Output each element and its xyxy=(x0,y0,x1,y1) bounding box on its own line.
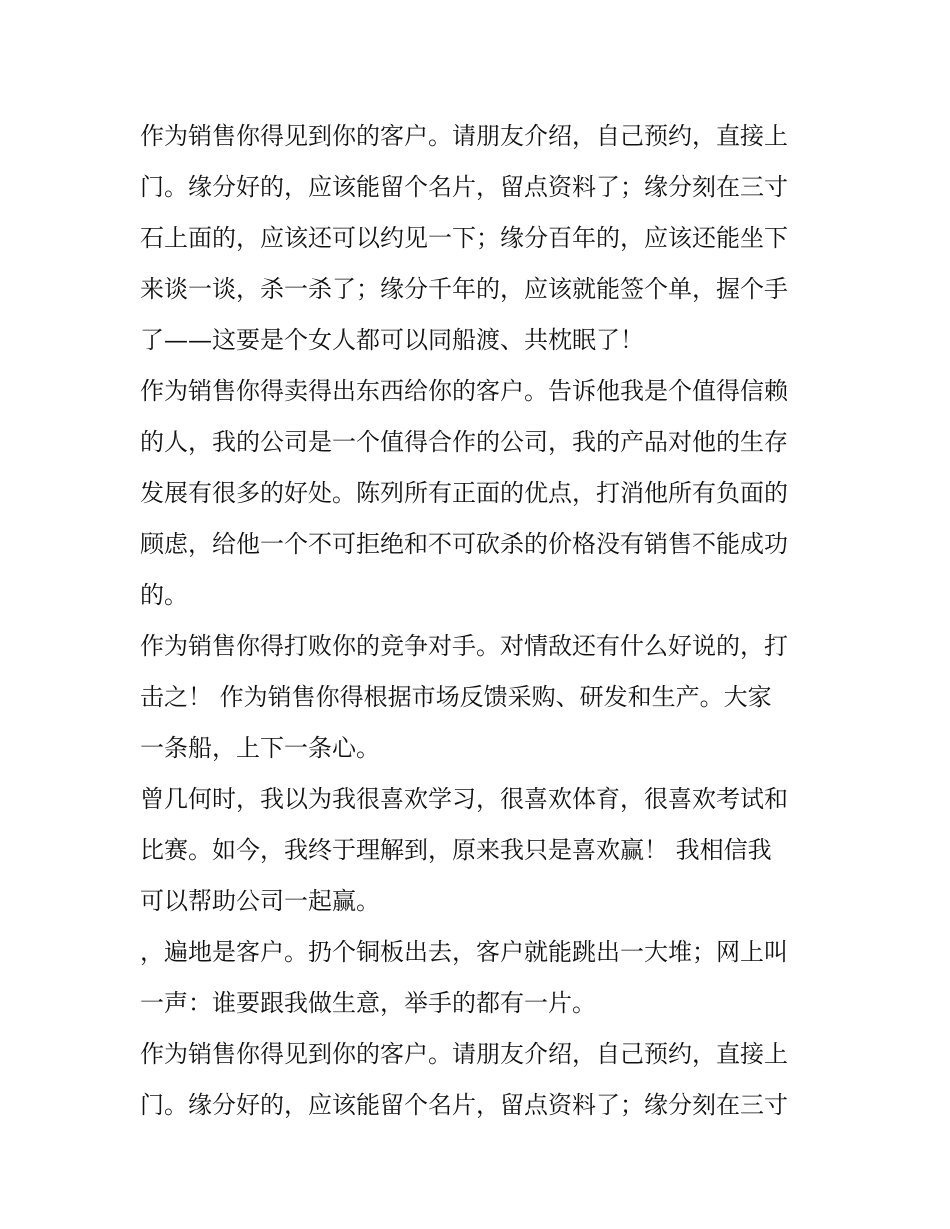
text-line: 来谈一谈，杀一杀了；缘分千年的，应该就能签个单，握个手 xyxy=(140,275,788,303)
paragraph-4 xyxy=(140,774,812,927)
paragraph-5 xyxy=(140,927,812,1029)
text-line: 门。缘分好的，应该能留个名片，留点资料了；缘分刻在三寸 xyxy=(140,173,788,201)
paragraph-3 xyxy=(140,621,812,774)
text-line: 比赛。如今，我终于理解到，原来我只是喜欢赢！ 我相信我 xyxy=(140,836,772,864)
text-line: ，遍地是客户。扔个铜板出去，客户就能跳出一大堆；网上叫 xyxy=(140,938,788,966)
text-line: 石上面的，应该还可以约见一下；缘分百年的，应该还能坐下 xyxy=(140,224,788,252)
text-line: 顾虑，给他一个不可拒绝和不可砍杀的价格没有销售不能成功 xyxy=(140,530,788,558)
text-line: 作为销售你得打败你的竞争对手。对情敌还有什么好说的，打 xyxy=(140,632,788,660)
text-line: 曾几何时，我以为我很喜欢学习，很喜欢体育，很喜欢考试和 xyxy=(140,785,788,813)
text-line: 门。缘分好的，应该能留个名片，留点资料了；缘分刻在三寸 xyxy=(140,1091,788,1119)
text-line: 可以帮助公司一起赢。 xyxy=(140,887,380,915)
text-line: 一条船，上下一条心。 xyxy=(140,734,380,762)
text-line: 作为销售你得卖得出东西给你的客户。告诉他我是个值得信赖 xyxy=(140,377,788,405)
text-line: 击之！ 作为销售你得根据市场反馈采购、研发和生产。大家 xyxy=(140,683,772,711)
text-line: 了——这要是个女人都可以同船渡、共枕眠了！ xyxy=(140,326,644,354)
paragraph-1 xyxy=(140,111,812,366)
paragraph-2 xyxy=(140,366,812,621)
text-line: 一声：谁要跟我做生意，举手的都有一片。 xyxy=(140,989,596,1017)
document-body xyxy=(140,111,812,1131)
paragraph-6 xyxy=(140,1029,812,1131)
text-line: 发展有很多的好处。陈列所有正面的优点，打消他所有负面的 xyxy=(140,479,788,507)
text-line: 作为销售你得见到你的客户。请朋友介绍，自己预约，直接上 xyxy=(140,1040,788,1068)
text-line: 作为销售你得见到你的客户。请朋友介绍，自己预约，直接上 xyxy=(140,122,788,150)
text-line: 的人，我的公司是一个值得合作的公司，我的产品对他的生存 xyxy=(140,428,788,456)
text-line: 的。 xyxy=(140,581,188,609)
